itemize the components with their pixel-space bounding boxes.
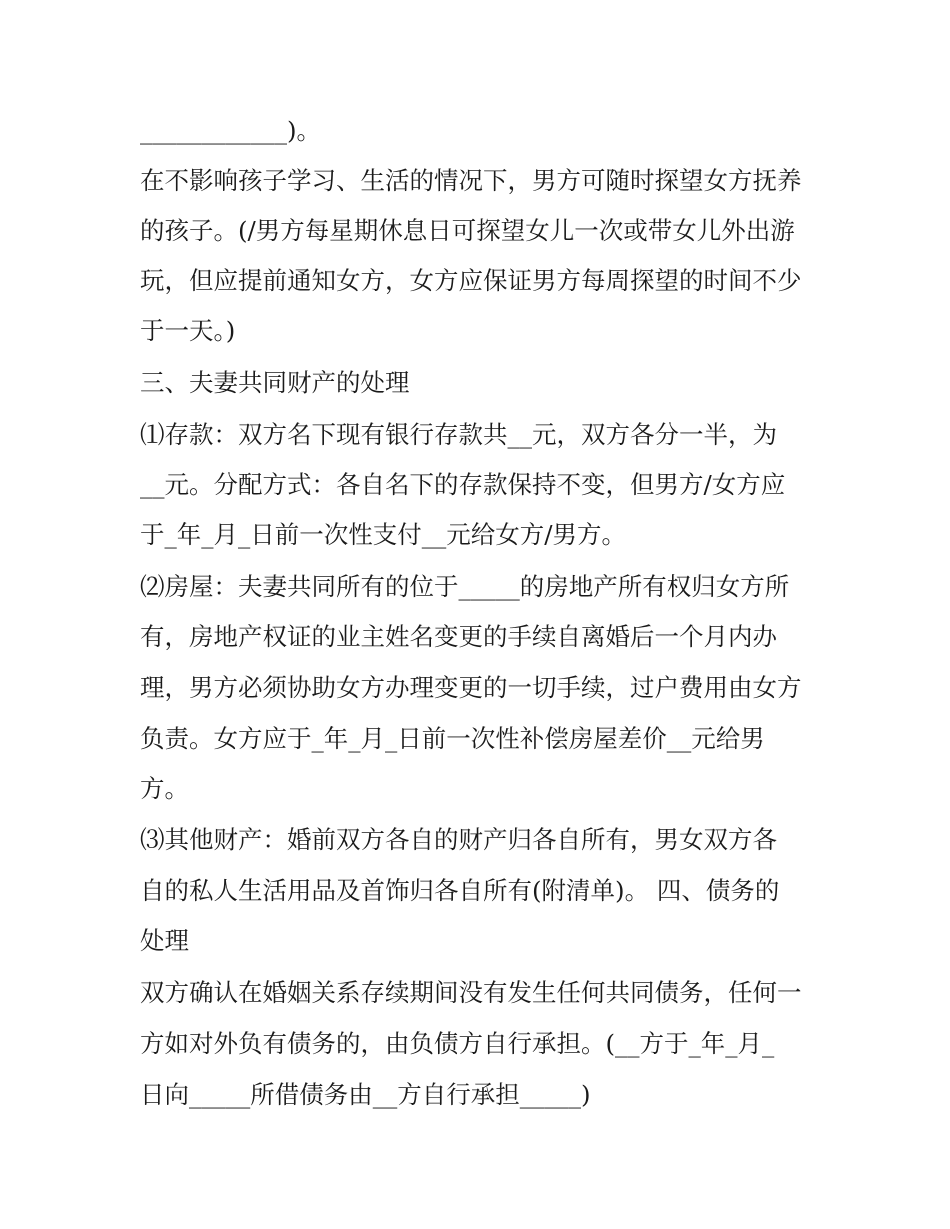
text-line-1: ____________)。: [140, 116, 322, 145]
text-line-10: ⑵房屋：夫妻共同所有的位于_____的房地产所有权归女方所: [140, 572, 790, 601]
text-line-20: 日向_____所借债务由__方自行承担_____): [140, 1080, 591, 1109]
section-heading-property: 三、夫妻共同财产的处理: [140, 368, 410, 397]
text-line-16: 自的私人生活用品及首饰归各自所有(附清单)。 四、债务的: [140, 876, 780, 905]
text-line-14: 方。: [140, 774, 189, 803]
text-line-9: 于_年_月_日前一次性支付__元给女方/男方。: [140, 520, 627, 549]
text-line-15: ⑶其他财产：婚前双方各自的财产归各自所有，男女双方各: [140, 825, 777, 854]
text-line-4: 玩，但应提前通知女方，女方应保证男方每周探望的时间不少: [140, 266, 802, 295]
text-line-13: 负责。女方应于_年_月_日前一次性补偿房屋差价__元给男: [140, 724, 765, 753]
text-line-17: 处理: [140, 926, 189, 955]
text-line-3: 的孩子。(/男方每星期休息日可探望女儿一次或带女儿外出游: [140, 216, 795, 245]
text-line-8: __元。分配方式：各自名下的存款保持不变，但男方/女方应: [140, 470, 786, 499]
text-line-7: ⑴存款：双方名下现有银行存款共__元，双方各分一半，为: [140, 420, 777, 449]
text-line-5: 于一天。): [140, 316, 236, 345]
text-line-11: 有，房地产权证的业主姓名变更的手续自离婚后一个月内办: [140, 622, 777, 651]
text-line-18: 双方确认在婚姻关系存续期间没有发生任何共同债务，任何一: [140, 978, 802, 1007]
text-line-12: 理，男方必须协助女方办理变更的一切手续，过户费用由女方: [140, 673, 802, 702]
text-line-19: 方如对外负有债务的，由负债方自行承担。(__方于_年_月_: [140, 1029, 775, 1058]
text-line-2: 在不影响孩子学习、生活的情况下，男方可随时探望女方抚养: [140, 166, 802, 195]
